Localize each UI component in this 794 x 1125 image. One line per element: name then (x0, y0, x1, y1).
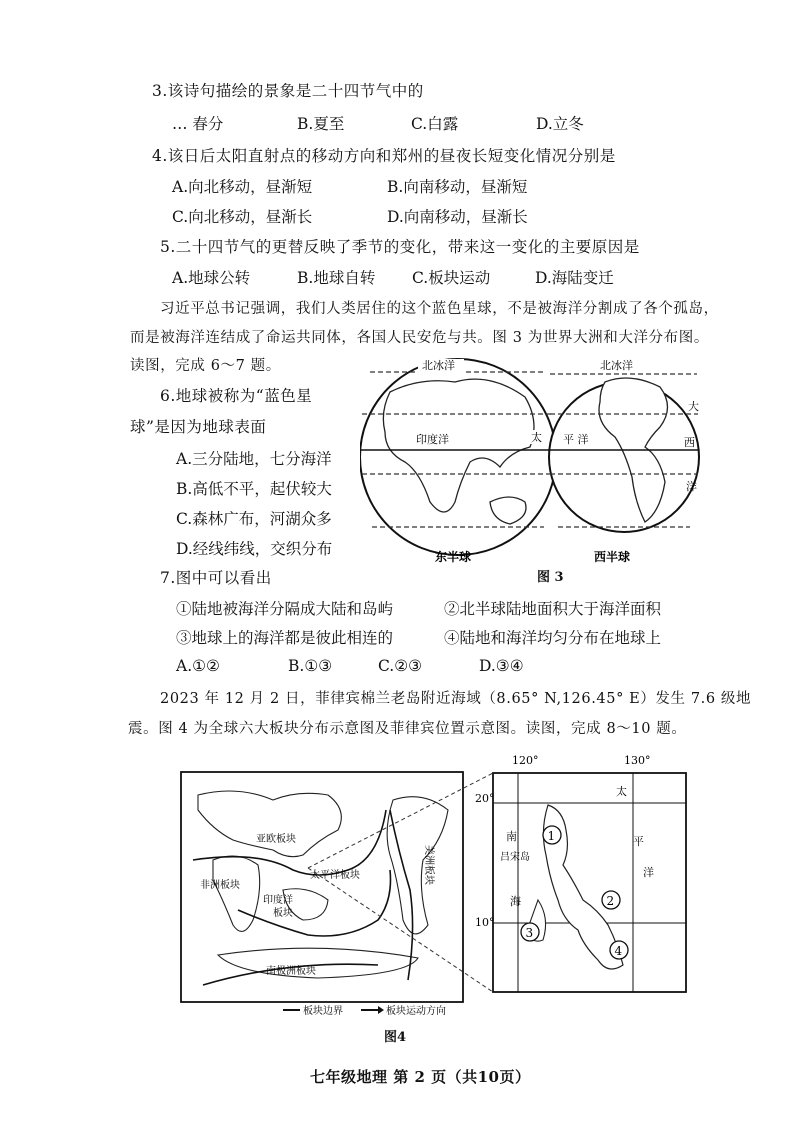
q5-option-d[interactable]: D.海陆变迁 (535, 269, 614, 287)
q7-option-d[interactable]: D.③④ (479, 657, 524, 675)
q6-option-d[interactable]: D.经线纬线，交织分布 (176, 540, 333, 558)
inset-label-yang: 洋 (643, 866, 654, 879)
q7-stem: 7.图中可以看出 (160, 569, 272, 587)
plate-label-indo-australian-line1: 印度洋 (263, 895, 293, 906)
passage2-line1: 2023 年 12 月 2 日，菲律宾棉兰老岛附近海域（8.65° N,126.45° E）发生 7.6 级地 (160, 691, 752, 707)
marker-4 (610, 941, 628, 959)
q4-option-c[interactable]: C.向北移动，昼渐长 (172, 208, 313, 226)
figure-3-caption: 图 3 (537, 570, 564, 585)
legend-motion-label: 板块运动方向 (386, 1006, 446, 1017)
q6-option-b[interactable]: B.高低不平，起伏较大 (176, 480, 332, 498)
plate-label-american: 美洲板块 (423, 845, 434, 885)
q5-option-a[interactable]: A.地球公转 (172, 269, 251, 287)
west-pacific-label: 平 洋 (563, 433, 589, 446)
west-atlantic-da-label: 大 (688, 400, 699, 413)
q6-stem-line2: 球”是因为地球表面 (130, 418, 267, 436)
q7-statement-4: ④陆地和海洋均匀分布在地球上 (444, 629, 662, 647)
east-hemisphere (360, 359, 556, 555)
west-hemisphere-label: 西半球 (594, 550, 631, 564)
legend-boundary-label: 板块边界 (303, 1006, 343, 1017)
figure-3-hemispheres (360, 352, 700, 582)
map-legend (283, 1004, 446, 1017)
q7-statement-1: ①陆地被海洋分隔成大陆和岛屿 (176, 600, 394, 618)
passage1-line2: 而是被海洋连结成了命运共同体，各国人民安危与共。图 3 为世界大洲和大洋分布图。 (130, 330, 709, 346)
west-atlantic-yang-label: 洋 (686, 480, 697, 493)
q4-stem: 4.该日后太阳直射点的移动方向和郑州的昼夜长短变化情况分别是 (152, 147, 616, 165)
q3-stem: 3.该诗句描绘的景象是二十四节气中的 (152, 82, 424, 100)
q4-option-a[interactable]: A.向北移动，昼渐短 (172, 178, 313, 196)
svg-text:2: 2 (606, 894, 615, 908)
q7-statement-3: ③地球上的海洋都是彼此相连的 (176, 629, 394, 647)
q5-option-b[interactable]: B.地球自转 (297, 269, 376, 287)
east-indian-ocean-label: 印度洋 (416, 433, 449, 446)
q3-option-d[interactable]: D.立冬 (536, 115, 584, 133)
inset-lat-label-20: 20° (475, 792, 495, 805)
q7-option-c[interactable]: C.②③ (378, 657, 423, 675)
marker-1 (543, 826, 561, 844)
plate-label-african: 非洲板块 (200, 880, 240, 891)
passage1-line1: 习近平总书记强调，我们人类居住的这个蓝色星球，不是被海洋分割成了各个孤岛， (160, 301, 719, 317)
q4-option-d[interactable]: D.向南移动，昼渐长 (387, 208, 528, 226)
figure-4-caption: 图4 (384, 1030, 407, 1045)
marker-3 (521, 923, 539, 941)
q7-option-a[interactable]: A.①② (176, 657, 220, 675)
inset-lon-label-120: 120° (512, 754, 539, 767)
east-pacific-label: 太 (531, 431, 542, 444)
west-arctic-ocean-label: 北冰洋 (600, 359, 633, 372)
passage1-line3: 读图，完成 6～7 题。 (130, 358, 281, 374)
q3-option-b[interactable]: B.夏至 (297, 115, 345, 133)
inset-label-ping: 平 (633, 835, 644, 848)
q7-statement-2: ②北半球陆地面积大于海洋面积 (444, 600, 662, 618)
q4-option-b[interactable]: B.向南移动，昼渐短 (387, 178, 528, 196)
plate-label-pacific: 太平洋板块 (310, 870, 360, 881)
q3-option-a[interactable]: … 春分 (172, 115, 224, 133)
svg-text:3: 3 (525, 926, 534, 940)
page-footer: 七年级地理 第 2 页（共10页） (310, 1068, 531, 1086)
svg-text:4: 4 (614, 944, 623, 958)
figure-4-map (178, 750, 698, 1025)
q5-stem: 5.二十四节气的更替反映了季节的变化，带来这一变化的主要原因是 (160, 238, 640, 256)
q5-option-c[interactable]: C.板块运动 (412, 269, 491, 287)
east-hemisphere-label: 东半球 (435, 550, 472, 564)
plate-label-antarctic: 南极洲板块 (266, 966, 316, 977)
q6-stem-line1: 6.地球被称为“蓝色星 (160, 387, 313, 405)
plate-label-indo-australian-line2: 板块 (273, 908, 293, 919)
plate-label-eurasian: 亚欧板块 (256, 834, 296, 845)
west-atlantic-xi-label: 西 (684, 436, 695, 449)
svg-text:1: 1 (547, 829, 556, 843)
inset-label-hai: 海 (510, 895, 521, 908)
q7-option-b[interactable]: B.①③ (288, 657, 333, 675)
inset-label-luzon: 吕宋岛 (500, 852, 530, 863)
east-arctic-ocean-label: 北冰洋 (422, 359, 455, 372)
q6-option-c[interactable]: C.森林广布，河湖众多 (176, 510, 332, 528)
q6-option-a[interactable]: A.三分陆地，七分海洋 (176, 450, 332, 468)
marker-2 (602, 891, 620, 909)
inset-label-nan: 南 (506, 830, 517, 843)
passage2-line2: 震。图 4 为全球六大板块分布示意图及菲律宾位置示意图。读图，完成 8～10 题。 (128, 721, 687, 737)
philippines-inset-frame (493, 773, 686, 992)
inset-lat-label-10: 10° (475, 916, 495, 929)
inset-label-tai: 太 (616, 785, 627, 798)
q3-option-c[interactable]: C.白露 (411, 115, 459, 133)
inset-lon-label-130: 130° (624, 754, 651, 767)
